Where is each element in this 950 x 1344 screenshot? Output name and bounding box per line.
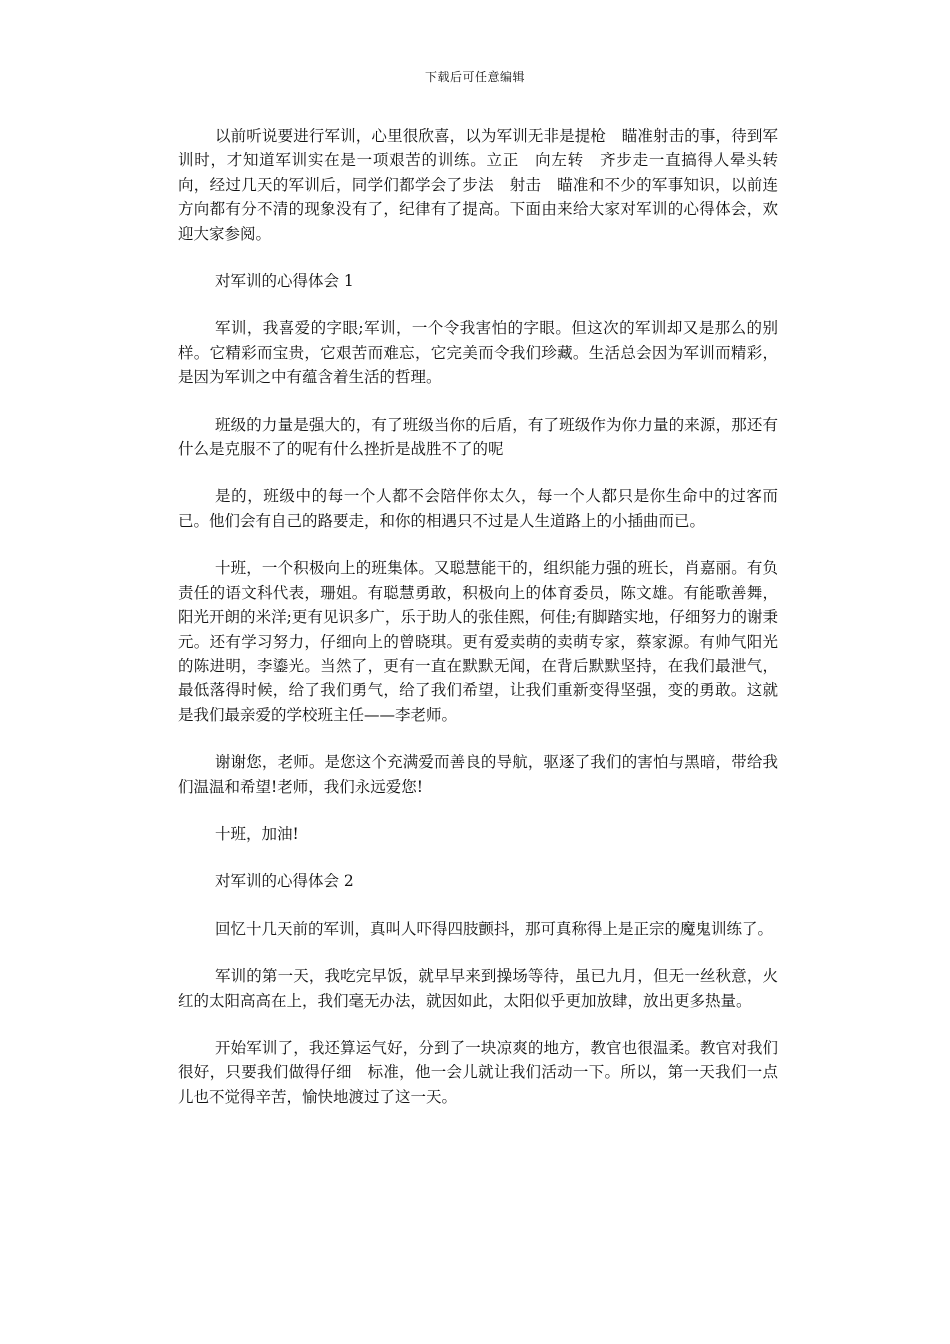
- section-2-paragraph-1: 回忆十几天前的军训，真叫人吓得四肢颤抖，那可真称得上是正宗的魔鬼训练了。: [215, 919, 774, 938]
- section-1-paragraph-5: 谢谢您，老师。是您这个充满爱而善良的导航，驱逐了我们的害怕与黑暗，带给我们温温和希望!老师，我们永远爱您!: [178, 753, 778, 796]
- section-1-paragraph-2: 班级的力量是强大的，有了班级当你的后盾，有了班级作为你力量的来源，那还有什么是克服不了的呢有什么挫折是战胜不了的呢: [178, 415, 778, 459]
- section-1-paragraph-1: 军训，我喜爱的字眼;军训，一个令我害怕的字眼。但这次的军训却又是那么的别样。它精彩而宝贵，它艰苦而难忘，它完美而令我们珍藏。生活总会因为军训而精彩，是因为军训之中有蕴含着生活的哲理。: [178, 319, 778, 387]
- section-1-paragraph-4: 十班，一个积极向上的班集体。又聪慧能干的，组织能力强的班长，肖嘉丽。有负责任的语文科代表，珊姐。有聪慧勇敢，积极向上的体育委员，陈文雄。有能歌善舞，阳光开朗的米洋;更有见识多广，乐于助人的张佳熙，何佳;有脚踏实地，仔细努力的谢秉元。还有学习努力，仔细向上的曾晓琪。更有爱卖萌的卖萌专家，蔡家源。有帅气阳光的陈进明，李鎏光。当然了，更有一直在默默无闻，在背后默默坚持，在我们最泄气，最低落得时候，给了我们勇气，给了我们希望，让我们重新变得坚强，变的勇敢。这就是我们最亲爱的学校班主任——李老师。: [178, 559, 778, 724]
- section-1-paragraph-3: 是的，班级中的每一个人都不会陪伴你太久，每一个人都只是你生命中的过客而已。他们会有自己的路要走，和你的相遇只不过是人生道路上的小插曲而已。: [178, 487, 778, 530]
- intro-paragraph: 以前听说要进行军训，心里很欣喜，以为军训无非是提枪 瞄准射击的事，待到军训时，才知道军训实在是一项艰苦的训练。立正 向左转 齐步走一直搞得人晕头转向，经过几天的军训后，同学们都学会了步法 射击 瞄准和不少的军事知识，以前连方向都有分不清的现象没有了，纪律有了提高。下面由来给大家对军训的心得体会，欢迎大家参阅。: [178, 127, 778, 243]
- document-body: [178, 124, 778, 1132]
- section-2-title: 对军训的心得体会 2: [215, 872, 354, 891]
- section-1-paragraph-6: 十班，加油!: [215, 824, 299, 843]
- page-header: 下载后可任意编辑: [424, 70, 525, 84]
- section-2-paragraph-2: 军训的第一天，我吃完早饭，就早早来到操场等待，虽已九月，但无一丝秋意，火红的太阳高高在上，我们毫无办法，就因如此，太阳似乎更加放肆，放出更多热量。: [178, 967, 778, 1010]
- section-2-paragraph-3: 开始军训了，我还算运气好，分到了一块凉爽的地方，教官也很温柔。教官对我们很好，只要我们做得仔细 标准，他一会儿就让我们活动一下。所以，第一天我们一点儿也不觉得辛苦，愉快地渡过了这一天。: [178, 1038, 778, 1106]
- section-1-title: 对军训的心得体会 1: [215, 272, 354, 291]
